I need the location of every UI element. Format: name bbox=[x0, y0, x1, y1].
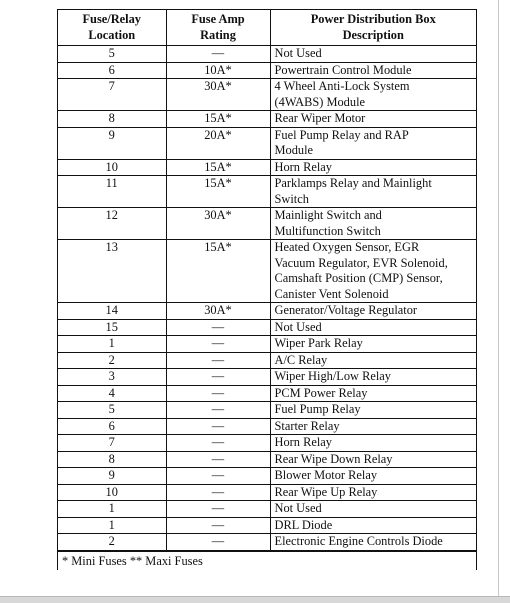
description-line: Module bbox=[274, 143, 314, 157]
rating-cell: — bbox=[166, 418, 270, 435]
location-cell: 6 bbox=[58, 62, 166, 79]
description-line: Fuel Pump Relay and RAP bbox=[274, 127, 409, 142]
table-row bbox=[58, 62, 476, 79]
description-cell bbox=[270, 418, 476, 435]
table-row bbox=[58, 79, 476, 111]
location-cell: 11 bbox=[58, 176, 166, 208]
description-line: Blower Motor Relay bbox=[274, 468, 378, 482]
location-cell: 7 bbox=[58, 435, 166, 452]
location-cell: 2 bbox=[58, 534, 166, 551]
description-line: DRL Diode bbox=[274, 517, 333, 532]
description-line: Camshaft Position (CMP) Sensor, bbox=[274, 271, 443, 285]
table-row bbox=[58, 336, 476, 353]
rating-cell: — bbox=[166, 46, 270, 63]
location-cell: 1 bbox=[58, 336, 166, 353]
location-cell: 9 bbox=[58, 127, 166, 159]
table-row bbox=[58, 385, 476, 402]
description-cell bbox=[270, 517, 476, 534]
description-line: Wiper High/Low Relay bbox=[274, 369, 391, 383]
table-row bbox=[58, 435, 476, 452]
table-row bbox=[58, 501, 476, 518]
location-cell: 10 bbox=[58, 484, 166, 501]
description-cell bbox=[270, 468, 476, 485]
fuse-table-frame bbox=[57, 9, 477, 570]
table-row bbox=[58, 468, 476, 485]
header-rating: Fuse Amp Rating bbox=[166, 10, 270, 46]
rating-cell: 15A* bbox=[166, 176, 270, 208]
table-row bbox=[58, 303, 476, 320]
description-cell bbox=[270, 451, 476, 468]
table-row bbox=[58, 484, 476, 501]
description-cell bbox=[270, 208, 476, 240]
header-location: Fuse/Relay Location bbox=[58, 10, 166, 46]
table-row bbox=[58, 517, 476, 534]
rating-cell: 15A* bbox=[166, 111, 270, 128]
description-line: Starter Relay bbox=[274, 418, 340, 433]
table-row bbox=[58, 402, 476, 419]
rating-cell: — bbox=[166, 501, 270, 518]
rating-cell: — bbox=[166, 402, 270, 419]
location-cell: 7 bbox=[58, 79, 166, 111]
table-row bbox=[58, 319, 476, 336]
description-cell bbox=[270, 240, 476, 303]
description-cell bbox=[270, 369, 476, 386]
location-cell: 10 bbox=[58, 159, 166, 176]
header-row bbox=[58, 10, 476, 46]
location-cell: 14 bbox=[58, 303, 166, 320]
rating-cell: 30A* bbox=[166, 208, 270, 240]
table-row bbox=[58, 451, 476, 468]
description-line: Rear Wipe Down Relay bbox=[274, 451, 393, 466]
description-cell bbox=[270, 62, 476, 79]
rating-cell: — bbox=[166, 319, 270, 336]
description-cell bbox=[270, 319, 476, 336]
description-line: Not Used bbox=[274, 46, 322, 60]
description-line: PCM Power Relay bbox=[274, 385, 368, 400]
rating-cell: — bbox=[166, 451, 270, 468]
location-cell: 1 bbox=[58, 501, 166, 518]
description-cell bbox=[270, 336, 476, 353]
table-row bbox=[58, 208, 476, 240]
description-cell bbox=[270, 402, 476, 419]
location-cell: 3 bbox=[58, 369, 166, 386]
page-edge-right bbox=[498, 0, 499, 596]
fuse-table bbox=[58, 10, 476, 551]
description-line: Parklamps Relay and Mainlight bbox=[274, 176, 432, 190]
location-cell: 6 bbox=[58, 418, 166, 435]
description-cell bbox=[270, 352, 476, 369]
location-cell: 1 bbox=[58, 517, 166, 534]
description-line: Wiper Park Relay bbox=[274, 336, 363, 350]
rating-cell: — bbox=[166, 352, 270, 369]
description-line: Not Used bbox=[274, 501, 322, 515]
rating-cell: — bbox=[166, 369, 270, 386]
description-cell bbox=[270, 501, 476, 518]
description-cell bbox=[270, 46, 476, 63]
location-cell: 13 bbox=[58, 240, 166, 303]
description-line: Multifunction Switch bbox=[274, 223, 381, 238]
description-cell bbox=[270, 385, 476, 402]
rating-cell: — bbox=[166, 484, 270, 501]
table-row bbox=[58, 369, 476, 386]
table-row bbox=[58, 159, 476, 176]
table-row bbox=[58, 352, 476, 369]
rating-cell: 15A* bbox=[166, 240, 270, 303]
description-line: Heated Oxygen Sensor, EGR bbox=[274, 240, 420, 254]
rating-cell: 15A* bbox=[166, 159, 270, 176]
location-cell: 15 bbox=[58, 319, 166, 336]
description-line: Switch bbox=[274, 191, 309, 206]
location-cell: 5 bbox=[58, 402, 166, 419]
description-cell bbox=[270, 127, 476, 159]
location-cell: 8 bbox=[58, 111, 166, 128]
table-row bbox=[58, 46, 476, 63]
description-cell bbox=[270, 435, 476, 452]
fuse-table-body bbox=[58, 46, 476, 551]
description-line: 4 Wheel Anti-Lock System bbox=[274, 79, 410, 93]
description-line: Powertrain Control Module bbox=[274, 62, 412, 77]
description-line: Vacuum Regulator, EVR Solenoid, bbox=[274, 255, 448, 270]
description-cell bbox=[270, 79, 476, 111]
location-cell: 4 bbox=[58, 385, 166, 402]
table-row bbox=[58, 176, 476, 208]
rating-cell: — bbox=[166, 468, 270, 485]
rating-cell: — bbox=[166, 534, 270, 551]
table-row bbox=[58, 240, 476, 303]
table-row bbox=[58, 418, 476, 435]
description-line: Rear Wiper Motor bbox=[274, 111, 366, 125]
description-line: Mainlight Switch and bbox=[274, 208, 382, 222]
rating-cell: — bbox=[166, 517, 270, 534]
footnote: * Mini Fuses ** Maxi Fuses bbox=[58, 551, 476, 570]
description-cell bbox=[270, 111, 476, 128]
location-cell: 8 bbox=[58, 451, 166, 468]
description-line: A/C Relay bbox=[274, 352, 328, 367]
location-cell: 12 bbox=[58, 208, 166, 240]
description-line: Not Used bbox=[274, 319, 322, 334]
header-description: Power Distribution Box Description bbox=[270, 10, 476, 46]
rating-cell: 10A* bbox=[166, 62, 270, 79]
description-line: Rear Wipe Up Relay bbox=[274, 484, 378, 499]
table-row bbox=[58, 111, 476, 128]
location-cell: 9 bbox=[58, 468, 166, 485]
table-row bbox=[58, 127, 476, 159]
rating-cell: — bbox=[166, 435, 270, 452]
rating-cell: 20A* bbox=[166, 127, 270, 159]
description-cell bbox=[270, 484, 476, 501]
description-line: Horn Relay bbox=[274, 159, 332, 174]
description-line: Electronic Engine Controls Diode bbox=[274, 534, 443, 548]
table-row bbox=[58, 534, 476, 551]
description-cell bbox=[270, 159, 476, 176]
location-cell: 2 bbox=[58, 352, 166, 369]
rating-cell: — bbox=[166, 385, 270, 402]
description-line: Horn Relay bbox=[274, 435, 332, 449]
description-cell bbox=[270, 176, 476, 208]
description-line: Generator/Voltage Regulator bbox=[274, 303, 418, 317]
rating-cell: 30A* bbox=[166, 303, 270, 320]
description-line: (4WABS) Module bbox=[274, 94, 366, 109]
location-cell: 5 bbox=[58, 46, 166, 63]
rating-cell: 30A* bbox=[166, 79, 270, 111]
description-line: Canister Vent Solenoid bbox=[274, 286, 389, 301]
rating-cell: — bbox=[166, 336, 270, 353]
description-line: Fuel Pump Relay bbox=[274, 402, 361, 416]
description-cell bbox=[270, 303, 476, 320]
description-cell bbox=[270, 534, 476, 551]
